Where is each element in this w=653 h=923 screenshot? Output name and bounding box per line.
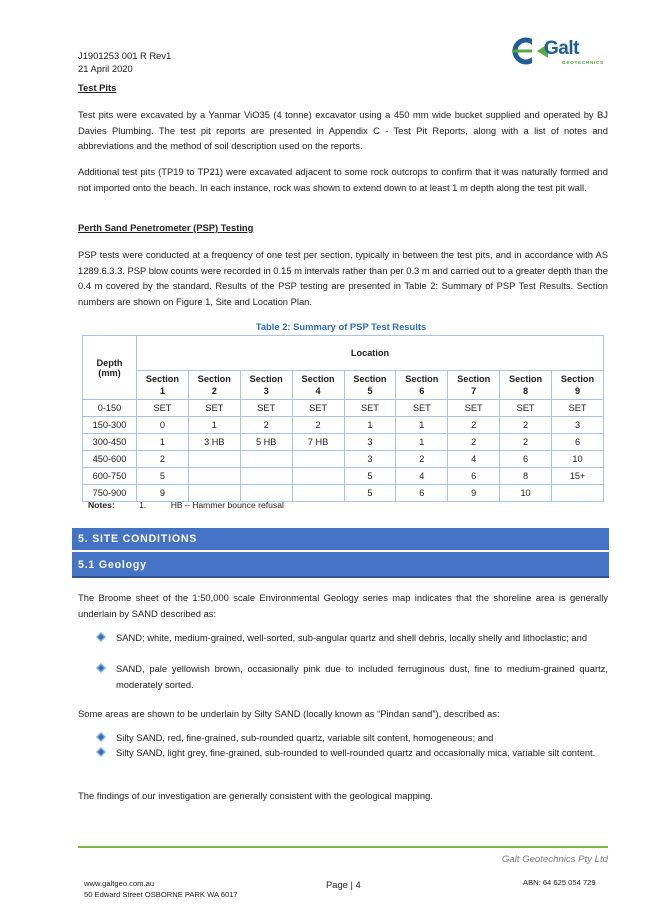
- table-cell: 3: [344, 451, 396, 468]
- section-header-1: Section 1: [137, 371, 189, 400]
- table-cell: [292, 485, 344, 502]
- depth-cell: 150-300: [83, 417, 137, 434]
- table-cell: SET: [396, 400, 448, 417]
- table-cell: [188, 485, 240, 502]
- table-cell: 3 HB: [188, 434, 240, 451]
- table-cell: 2: [448, 417, 500, 434]
- psp-results-table: [82, 335, 604, 502]
- table-cell: 2: [500, 434, 552, 451]
- location-header: Location: [137, 336, 604, 371]
- section-header-7: Section 7: [448, 371, 500, 400]
- depth-cell: 300-450: [83, 434, 137, 451]
- header-reference: [78, 49, 171, 75]
- section-header-8: Section 8: [500, 371, 552, 400]
- footer-address: 50 Edward Street OSBORNE PARK WA 6017: [84, 890, 238, 899]
- site-conditions-band: 5. SITE CONDITIONS: [72, 528, 609, 550]
- table-cell: 6: [396, 485, 448, 502]
- footer-divider: [78, 846, 608, 848]
- table-cell: 1: [188, 417, 240, 434]
- section-header-2: Section 2: [188, 371, 240, 400]
- table-cell: SET: [137, 400, 189, 417]
- footer-abn: ABN: 64 625 054 729: [523, 878, 596, 887]
- table-body: [83, 400, 604, 502]
- table-cell: 5: [344, 468, 396, 485]
- table-cell: 4: [396, 468, 448, 485]
- table-cell: 9: [137, 485, 189, 502]
- psp-heading: Perth Sand Penetrometer (PSP) Testing: [78, 222, 254, 233]
- diamond-bullet-icon: [96, 732, 106, 742]
- table-cell: [240, 451, 292, 468]
- table-notes: [88, 500, 284, 510]
- table-cell: 5: [137, 468, 189, 485]
- table-cell: [188, 468, 240, 485]
- table-cell: 4: [448, 451, 500, 468]
- table-cell: SET: [552, 400, 604, 417]
- table-cell: SET: [344, 400, 396, 417]
- depth-cell: 600-750: [83, 468, 137, 485]
- table-row: [83, 468, 604, 485]
- depth-cell: 750-900: [83, 485, 137, 502]
- depth-cell: 0-150: [83, 400, 137, 417]
- table-cell: SET: [448, 400, 500, 417]
- table-cell: 8: [500, 468, 552, 485]
- table-cell: SET: [292, 400, 344, 417]
- diamond-bullet-icon: [96, 663, 106, 673]
- table-cell: 1: [137, 434, 189, 451]
- table-cell: 3: [344, 434, 396, 451]
- psp-paragraph: PSP tests were conducted at a frequency of one test per section, typically in between the test pits, and in accordance with AS 1289.6.3.3. PSP blow counts were recorded in 0.15 m intervals rather than per 0.3 m and carried out to a greater depth than the 0.4 m covered by the standard. Results of the PSP testing are presented in Table 2: Summary of PSP Test Results. Section numbers are shown on Figure 1, Site and Location Plan.: [78, 249, 608, 307]
- table-cell: 6: [448, 468, 500, 485]
- list-item: Silty SAND, light grey, fine-grained, sub-rounded to well-rounded quartz and occasionally mica, variable silt content.: [96, 745, 608, 761]
- test-pits-heading: Test Pits: [78, 82, 117, 93]
- table-cell: 9: [448, 485, 500, 502]
- table-cell: SET: [188, 400, 240, 417]
- geology-band: 5.1 Geology: [72, 552, 609, 578]
- footer-website[interactable]: www.galtgeo.com.au: [84, 879, 155, 888]
- table-cell: 5 HB: [240, 434, 292, 451]
- sections-header-row: [83, 371, 604, 400]
- table-row: [83, 485, 604, 502]
- depth-column-header: Depth (mm): [83, 336, 137, 400]
- table-cell: 2: [396, 451, 448, 468]
- section-header-3: Section 3: [240, 371, 292, 400]
- table-cell: 2: [137, 451, 189, 468]
- table-row: [83, 434, 604, 451]
- footer-company: Galt Geotechnics Pty Ltd: [501, 854, 608, 865]
- section-header-4: Section 4: [292, 371, 344, 400]
- table-cell: 7 HB: [292, 434, 344, 451]
- geology-paragraph-2: Some areas are shown to be underlain by Silty SAND (locally known as “Pindan sand”), described as:: [78, 708, 500, 719]
- table-row: [83, 400, 604, 417]
- table-cell: [292, 451, 344, 468]
- table-cell: [240, 468, 292, 485]
- table-title: Table 2: Summary of PSP Test Results: [255, 321, 427, 332]
- table-cell: 10: [552, 451, 604, 468]
- geology-paragraph-1: The Broome sheet of the 1:50,000 scale Environmental Geology series map indicates that the shoreline area is generally underlain by SAND described as:: [78, 592, 608, 619]
- list-item: SAND; white, medium-grained, well-sorted, sub-angular quartz and shell debris, locally shelly and lithoclastic; and: [96, 630, 608, 646]
- table-cell: 1: [396, 417, 448, 434]
- table-cell: 0: [137, 417, 189, 434]
- table-cell: 2: [292, 417, 344, 434]
- table-cell: 6: [552, 434, 604, 451]
- test-pits-paragraph-1: Test pits were excavated by a Yanmar ViO35 (4 tonne) excavator using a 450 mm wide bucket supplied and operated by BJ Davies Plumbing. The test pit reports are presented in Appendix C - Test Pit Reports, along with a list of notes and abbreviations and the method of soil description used on the reports.: [78, 109, 608, 151]
- table-cell: 2: [500, 417, 552, 434]
- table-cell: 3: [552, 417, 604, 434]
- list-item: Silty SAND, red, fine-grained, sub-rounded quartz, variable silt content, homogeneous; and: [96, 730, 608, 746]
- note-number: 1.: [139, 500, 147, 510]
- table-row: [83, 417, 604, 434]
- table-cell: 6: [500, 451, 552, 468]
- diamond-bullet-icon: [96, 632, 106, 642]
- table-cell: [292, 468, 344, 485]
- notes-label: Notes:: [88, 500, 115, 510]
- table-cell: [188, 451, 240, 468]
- table-cell: 15+: [552, 468, 604, 485]
- logo-subtext: GEOTECHNICS: [562, 61, 604, 66]
- table-cell: [552, 485, 604, 502]
- note-text: HB – Hammer bounce refusal: [170, 500, 284, 510]
- galt-logo: [510, 32, 610, 70]
- table-row: [83, 451, 604, 468]
- diamond-bullet-icon: [96, 747, 106, 757]
- page-number: Page | 4: [326, 879, 361, 890]
- doc-date: 21 April 2020: [78, 63, 133, 74]
- table-cell: 1: [396, 434, 448, 451]
- table-cell: SET: [240, 400, 292, 417]
- table-cell: 2: [448, 434, 500, 451]
- logo-text: Galt: [544, 38, 579, 59]
- section-header-5: Section 5: [344, 371, 396, 400]
- geology-paragraph-3: The findings of our investigation are generally consistent with the geological mapping.: [78, 790, 433, 801]
- table-cell: 10: [500, 485, 552, 502]
- list-item: SAND, pale yellowish brown, occasionally pink due to included ferruginous dust, fine to medium-grained quartz, moderately sorted.: [96, 661, 608, 692]
- section-header-6: Section 6: [396, 371, 448, 400]
- table-cell: SET: [500, 400, 552, 417]
- test-pits-paragraph-2: Additional test pits (TP19 to TP21) were excavated adjacent to some rock outcrops to confirm that it was naturally formed and not imported onto the beach. In each instance, rock was shown to extend down to at least 1 m depth along the test pit wall.: [78, 166, 608, 193]
- section-header-9: Section 9: [552, 371, 604, 400]
- table-cell: [240, 485, 292, 502]
- table-cell: 5: [344, 485, 396, 502]
- table-cell: 2: [240, 417, 292, 434]
- doc-ref: J1901253 001 R Rev1: [78, 50, 172, 61]
- depth-cell: 450-600: [83, 451, 137, 468]
- footer-contact: [84, 878, 238, 900]
- table-cell: 1: [344, 417, 396, 434]
